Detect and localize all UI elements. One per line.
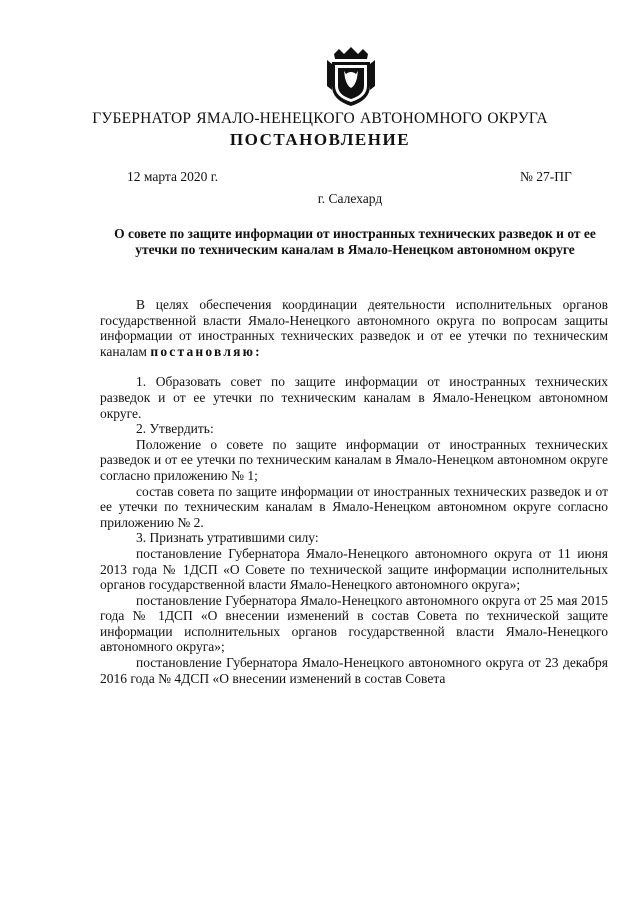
preamble-paragraph <box>100 297 608 359</box>
item-3-decree-2013: постановление Губернатора Ямало-Ненецкого автономного округа от 11 июня 2013 года № 1ДСП «О Совете по технической защите информации исполнительных органов государственной власти Ямало-Ненецкого автономного округа»; <box>100 545 608 593</box>
document-type: ПОСТАНОВЛЕНИЕ <box>229 130 411 149</box>
preamble-keyword: постановляю: <box>150 343 262 359</box>
coat-of-arms-emblem <box>324 46 378 108</box>
item-1: 1. Образовать совет по защите информации от иностранных технических разведок и от ее утечки по техническим каналам в Ямало-Ненецком автономном округе. <box>100 374 608 421</box>
item-2-regulation: Положение о совете по защите информации от иностранных технических разведок и от ее утечки по техническим каналам в Ямало-Ненецком автономном округе согласно приложению № 1; <box>100 436 608 483</box>
document-date: 12 марта 2020 г. <box>127 169 219 184</box>
item-2: 2. Утвердить: <box>136 421 214 437</box>
item-3-decree-2016: постановление Губернатора Ямало-Ненецкого автономного округа от 23 декабря 2016 года № 4ДСП «О внесении изменений в состав Совета <box>100 655 608 686</box>
preamble-text: В целях обеспечения координации деятельности исполнительных органов государственной власти Ямало-Ненецкого автономного округа по вопросам защиты информации от иностранных технических разведок и от ее утечки по техническим каналам <box>100 297 608 359</box>
document-number: № 27-ПГ <box>520 169 572 184</box>
document-body <box>100 297 608 686</box>
document-title: О совете по защите информации от иностранных технических разведок и от ее утечки по техническим каналам в Ямало-Ненецком автономном округе <box>114 226 596 257</box>
item-3: 3. Признать утратившими силу: <box>136 530 319 546</box>
item-3-decree-2015: постановление Губернатора Ямало-Ненецкого автономного округа от 25 мая 2015 года № 1ДСП «О внесении изменений в состав Совета по технической защите информации исполнительных органов государственной власти Ямало-Ненецкого автономного округа»; <box>100 592 608 655</box>
item-2-composition: состав совета по защите информации от иностранных технических разведок и от ее утечки по техническим каналам в Ямало-Ненецком автономном округе согласно приложению № 2. <box>100 483 608 530</box>
document-city: г. Салехард <box>317 191 383 206</box>
organization-name: ГУБЕРНАТОР ЯМАЛО-НЕНЕЦКОГО АВТОНОМНОГО ОКРУГА <box>92 110 548 127</box>
